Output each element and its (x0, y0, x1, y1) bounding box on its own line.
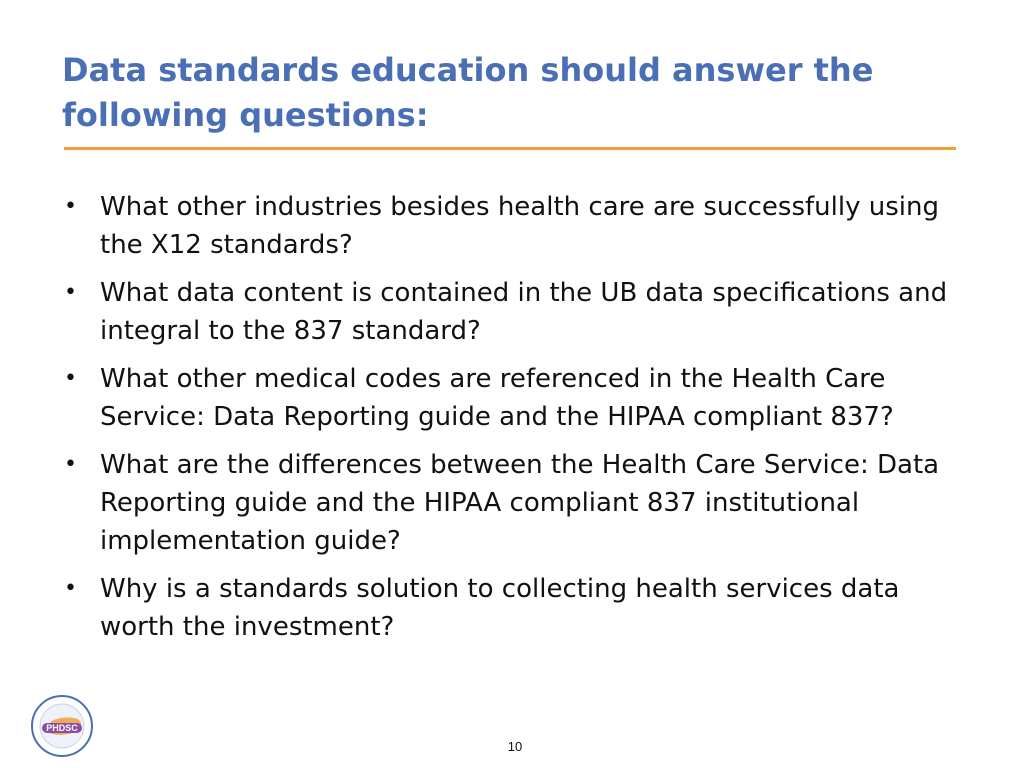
page-number: 10 (507, 739, 523, 754)
bullet-item (62, 360, 972, 436)
bullet-list (62, 188, 972, 656)
bullet-item (62, 570, 972, 646)
bullet-text: What data content is contained in the UB data specifications and integral to the 837 standard? (100, 278, 948, 346)
slide-title: Data standards education should answer the following questions: (62, 51, 874, 134)
bullet-dot-icon: • (64, 576, 77, 601)
title-divider (64, 147, 956, 150)
bullet-text: What other medical codes are referenced in the Health Care Service: Data Reporting guide and the HIPAA compliant 837? (100, 364, 894, 432)
bullet-item (62, 274, 972, 350)
bullet-text: What other industries besides health care are successfully using the X12 standards? (100, 192, 939, 260)
bullet-text: Why is a standards solution to collecting health services data worth the investment? (100, 574, 900, 642)
logo-text: PHDSC (46, 723, 78, 733)
bullet-dot-icon: • (64, 452, 77, 477)
phdsc-seal-logo-icon (26, 694, 98, 758)
bullet-dot-icon: • (64, 366, 77, 391)
bullet-dot-icon: • (64, 194, 77, 219)
bullet-dot-icon: • (64, 280, 77, 305)
bullet-item (62, 188, 972, 264)
bullet-item (62, 446, 972, 560)
bullet-text: What are the differences between the Health Care Service: Data Reporting guide and the HIPAA compliant 837 institutional implementation guide? (100, 450, 940, 556)
